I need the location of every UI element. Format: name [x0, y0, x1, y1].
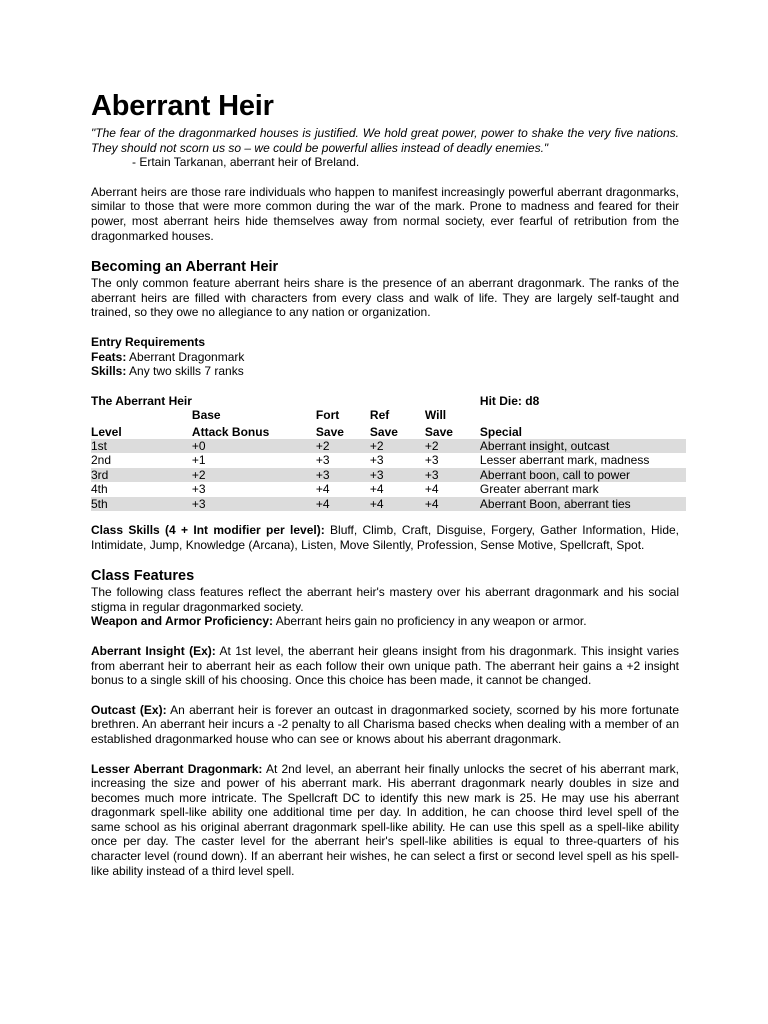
cell-fort: +2 — [316, 439, 370, 453]
col-header-ref-line2: Save — [369, 424, 398, 439]
cell-will: +4 — [425, 497, 480, 511]
intro-paragraph: Aberrant heirs are those rare individuals who happen to manifest increasingly powerful aberrant dragonmarks, similar to those that were more common during the war of the mark. Prone to madness and feared for their power, most aberrant heirs hide themselves away from normal society, ever fearful of retribution from the dragonmarked houses. — [91, 184, 679, 243]
cell-will: +4 — [424, 482, 439, 497]
cell-ref: +3 — [370, 468, 425, 482]
cell-special: Lesser aberrant mark, madness — [479, 453, 650, 468]
cell-level: 1st — [91, 439, 192, 453]
lesser-dragonmark-text: At 2nd level, an aberrant heir finally unlocks the secret of his aberrant mark, increasing the size and power of his aberrant mark. His aberrant dragonmark nearly doubles in size and becomes much more intricate. The Spellcraft DC to identify this new mark is 25. He may use his aberrant dragonmark spell-like ability one additional time per day. In addition, he can choose third level spell of the same school as his original aberrant dragonmark spell-like ability. He can use this spell as a spell-like ability once per day. The caster level for the aberrant heir's spell-like abilities is equal to three-quarters of his character level (round down). If an aberrant heir wishes, he can select a first or second level spell as his spell-like ability instead of a third level spell. — [91, 761, 679, 878]
col-header-ref-line1: Ref — [369, 408, 390, 423]
table-row — [91, 453, 686, 467]
table-header-row — [91, 394, 686, 408]
outcast-label: Outcast (Ex): — [91, 702, 167, 717]
weapon-proficiency-paragraph — [91, 614, 679, 629]
cell-special: Greater aberrant mark — [479, 482, 599, 497]
cell-bab: +3 — [191, 482, 206, 497]
aberrant-insight-text: At 1st level, the aberrant heir gleans insight from his dragonmark. This insight varies from aberrant heir to aberrant heir as each follow their own unique path. The aberrant heir gains a +2 insight bonus to a single skill of his choosing. Once this choice has been made, it cannot be changed. — [91, 643, 680, 688]
cell-level: 5th — [91, 497, 192, 511]
cell-special: Aberrant Boon, aberrant ties — [480, 497, 686, 511]
cell-special: Aberrant boon, call to power — [480, 468, 686, 482]
outcast-paragraph — [91, 703, 679, 747]
table-header-row — [91, 423, 686, 439]
cell-special: Aberrant insight, outcast — [480, 439, 686, 453]
cell-level: 3rd — [91, 468, 192, 482]
cell-level: 4th — [91, 482, 108, 497]
document-content — [91, 88, 679, 878]
section-heading-class-features: Class Features — [91, 568, 195, 585]
cell-fort: +4 — [315, 482, 330, 497]
class-skills-label: Class Skills (4 + Int modifier per level): — [91, 522, 325, 537]
cell-ref: +3 — [369, 453, 384, 468]
cell-ref: +2 — [370, 439, 425, 453]
weapon-proficiency-text: Aberrant heirs gain no proficiency in any weapon or armor. — [273, 614, 587, 629]
table-row — [91, 439, 686, 453]
cell-bab: +0 — [192, 439, 316, 453]
col-header-bab-line2: Attack Bonus — [191, 424, 270, 439]
class-skills-paragraph — [91, 523, 679, 552]
table-row — [91, 468, 686, 482]
aberrant-insight-label: Aberrant Insight (Ex): — [91, 643, 216, 658]
weapon-proficiency-label: Weapon and Armor Proficiency: — [91, 614, 274, 629]
cell-bab: +3 — [192, 497, 316, 511]
cell-bab: +2 — [192, 468, 316, 482]
skills-label: Skills: — [91, 364, 127, 379]
table-row — [91, 497, 686, 511]
entry-feats-line — [91, 350, 679, 365]
feats-value: Aberrant Dragonmark — [126, 349, 245, 364]
table-row — [91, 482, 686, 496]
lesser-dragonmark-label: Lesser Aberrant Dragonmark: — [91, 761, 263, 776]
cell-will: +3 — [424, 453, 439, 468]
page-title: Aberrant Heir — [91, 90, 274, 122]
cell-level: 2nd — [91, 453, 112, 468]
class-skills-text: Bluff, Climb, Craft, Disguise, Forgery, Gather Information, Hide, Intimidate, Jump, Knowledge (Arcana), Listen, Move Silently, Profession, Sense Motive, Spellcraft, Spot. — [91, 522, 679, 552]
features-intro-paragraph: The following class features reflect the aberrant heir's mastery over his aberrant dragonmark and his social stigma in regular dragonmarked society. — [91, 585, 679, 614]
lesser-dragonmark-paragraph — [91, 762, 679, 879]
col-header-will-line2: Save — [424, 424, 453, 439]
col-header-level: Level — [91, 424, 122, 439]
table-header-row — [91, 408, 686, 422]
col-header-will-line1: Will — [424, 408, 447, 423]
aberrant-insight-paragraph — [91, 644, 679, 688]
cell-will: +2 — [425, 439, 480, 453]
cell-ref: +4 — [369, 482, 384, 497]
feats-label: Feats: — [91, 349, 127, 364]
cell-ref: +4 — [370, 497, 425, 511]
epigraph-attribution: - Ertain Tarkanan, aberrant heir of Breland. — [132, 155, 360, 170]
skills-value: Any two skills 7 ranks — [126, 364, 244, 379]
becoming-paragraph: The only common feature aberrant heirs share is the presence of an aberrant dragonmark. The ranks of the aberrant heirs are filled with characters from every class and walk of life. They are largely self-taught and trained, so they owe no allegiance to any nation or organization. — [91, 276, 679, 320]
cell-fort: +4 — [316, 497, 370, 511]
hit-die: Hit Die: d8 — [479, 393, 540, 408]
entry-skills-line — [91, 364, 679, 379]
col-header-bab-line1: Base — [191, 408, 221, 423]
epigraph-quote: "The fear of the dragonmarked houses is justified. We hold great power, power to shake the very five nations. They should not scorn us so – we could be powerful allies instead of deadly enemies." — [91, 126, 679, 155]
entry-requirements-heading: Entry Requirements — [91, 334, 206, 349]
table-title: The Aberrant Heir — [91, 393, 192, 408]
cell-bab: +1 — [191, 453, 206, 468]
section-heading-becoming: Becoming an Aberrant Heir — [91, 259, 279, 276]
col-header-fort-line1: Fort — [315, 408, 340, 423]
cell-will: +3 — [425, 468, 480, 482]
cell-fort: +3 — [315, 453, 330, 468]
entry-requirements — [91, 335, 679, 379]
col-header-fort-line2: Save — [315, 424, 344, 439]
cell-fort: +3 — [316, 468, 370, 482]
class-level-table — [91, 394, 686, 511]
outcast-text: An aberrant heir is forever an outcast in dragonmarked society, scorned by his more fortunate brethren. An aberrant heir incurs a -2 penalty to all Charisma based checks when dealing with a member of an established dragonmarked house who can see or knows about his aberrant dragonmark. — [91, 702, 679, 746]
col-header-special: Special — [479, 424, 522, 439]
